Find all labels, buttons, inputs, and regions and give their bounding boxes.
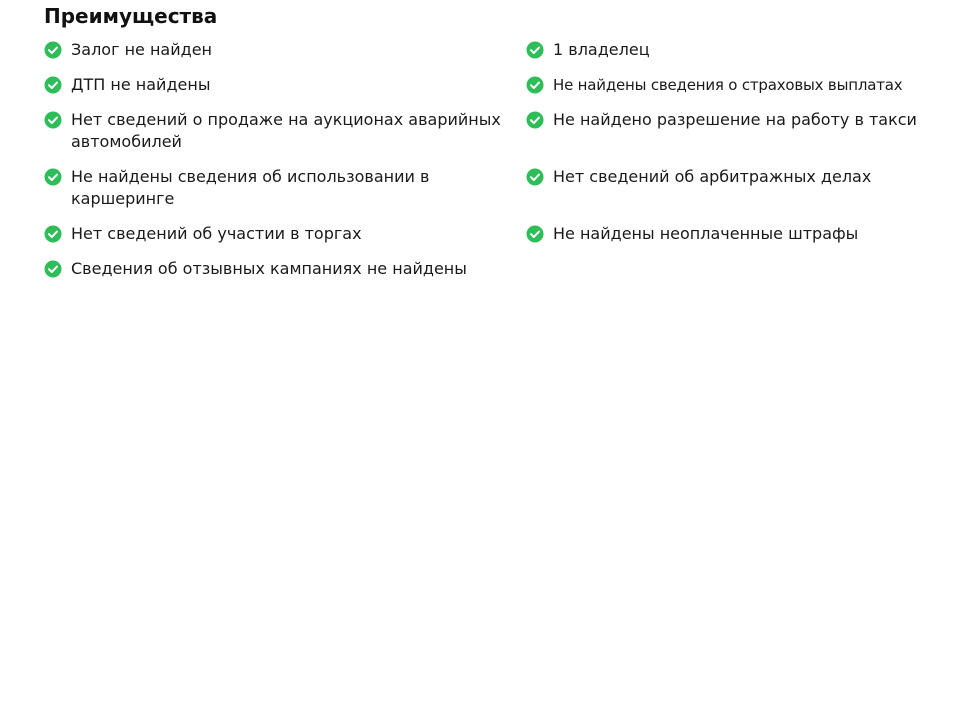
advantage-item xyxy=(44,223,514,245)
check-circle-icon xyxy=(526,76,544,94)
advantage-label: Сведения об отзывных кампаниях не найдены xyxy=(71,259,467,278)
advantage-item xyxy=(44,258,514,280)
advantage-label: Не найдено разрешение на работу в такси xyxy=(553,110,917,129)
advantage-label: Не найдены неоплаченные штрафы xyxy=(553,224,859,243)
section-title: Преимущества xyxy=(44,4,218,28)
advantage-item xyxy=(44,109,514,153)
advantage-label: Нет сведений об участии в торгах xyxy=(71,224,362,243)
check-circle-icon xyxy=(44,76,62,94)
check-circle-icon xyxy=(44,111,62,129)
advantage-item xyxy=(44,166,514,210)
advantage-item xyxy=(526,39,944,61)
advantages-section xyxy=(44,0,944,278)
check-circle-icon xyxy=(526,41,544,59)
advantage-item xyxy=(526,223,944,245)
check-circle-icon xyxy=(44,168,62,186)
advantage-label: Залог не найден xyxy=(71,40,212,59)
advantages-left-column xyxy=(44,39,514,293)
advantage-label: Нет сведений об арбитражных делах xyxy=(553,167,872,186)
check-circle-icon xyxy=(44,41,62,59)
check-circle-icon xyxy=(44,260,62,278)
check-circle-icon xyxy=(526,225,544,243)
advantage-item xyxy=(44,39,514,61)
advantage-item xyxy=(44,74,514,96)
check-circle-icon xyxy=(526,168,544,186)
check-circle-icon xyxy=(526,111,544,129)
advantage-label: Не найдены сведения об использовании в каршеринге xyxy=(71,167,430,208)
advantages-right-column xyxy=(526,39,944,258)
advantage-item xyxy=(526,74,944,96)
advantage-label: ДТП не найдены xyxy=(71,75,211,94)
advantage-label: 1 владелец xyxy=(553,40,650,59)
advantage-label: Не найдены сведения о страховых выплатах xyxy=(553,76,903,94)
advantage-item xyxy=(526,109,944,131)
advantage-label: Нет сведений о продаже на аукционах аварийных автомобилей xyxy=(71,110,501,151)
advantage-item xyxy=(526,166,944,188)
check-circle-icon xyxy=(44,225,62,243)
